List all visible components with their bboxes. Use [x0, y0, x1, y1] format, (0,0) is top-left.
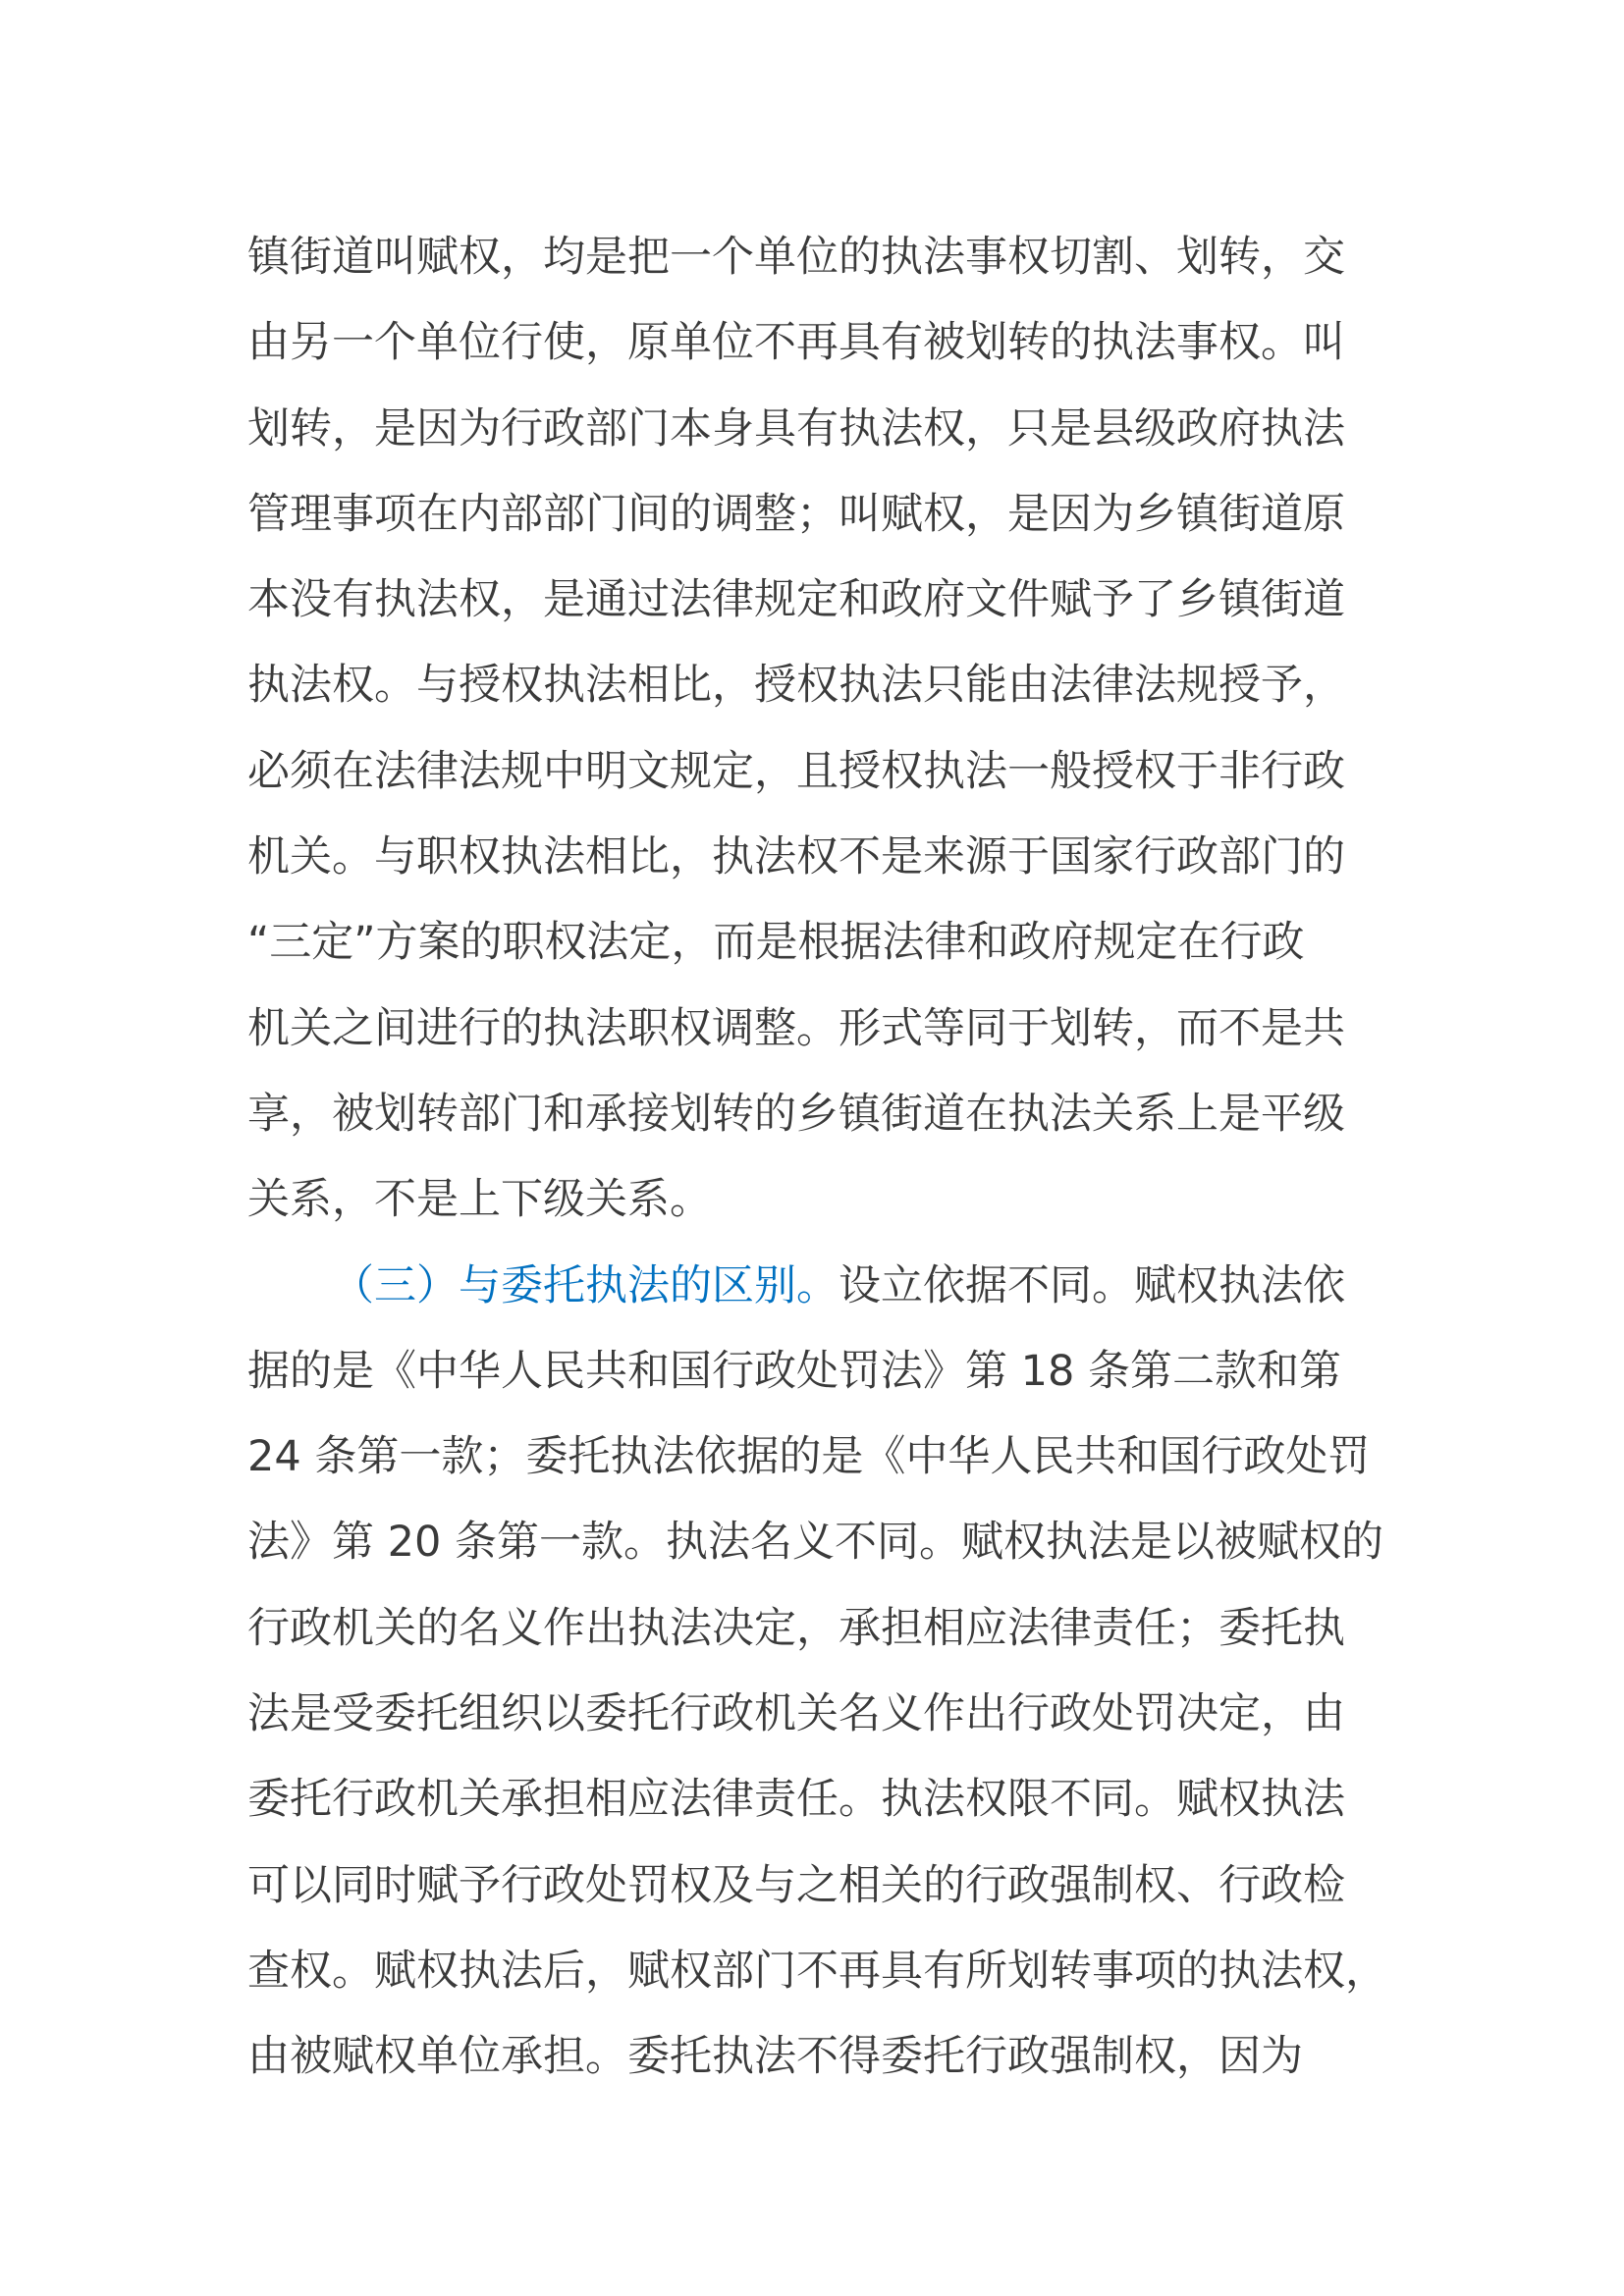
text-line: 享，被划转部门和承接划转的乡镇街道在执法关系上是平级	[247, 1089, 1345, 1139]
text-line: 执法权。与授权执法相比，授权执法只能由法律法规授予，	[247, 661, 1345, 711]
paragraph-1	[247, 215, 1426, 1244]
text-line: 法是受委托组织以委托行政机关名义作出行政处罚决定，由	[247, 1689, 1345, 1739]
text-line: 由另一个单位行使，原单位不再具有被划转的执法事权。叫	[247, 318, 1345, 368]
text-line: 机关之间进行的执法职权调整。形式等同于划转，而不是共	[247, 1003, 1345, 1053]
text-line: 24 条第一款；委托执法依据的是《中华人民共和国行政处罚	[247, 1432, 1371, 1482]
text-line: 行政机关的名义作出执法决定，承担相应法律责任；委托执	[247, 1603, 1345, 1653]
text-line: 委托行政机关承担相应法律责任。执法权限不同。赋权执法	[247, 1775, 1345, 1825]
text-line: 由被赋权单位承担。委托执法不得委托行政强制权，因为	[247, 2032, 1303, 2082]
text-line: “三定”方案的职权法定，而是根据法律和政府规定在行政	[247, 918, 1305, 968]
text-line: 法》第 20 条第一款。执法名义不同。赋权执法是以被赋权的	[247, 1518, 1384, 1568]
text-line: 管理事项在内部部门间的调整；叫赋权，是因为乡镇街道原	[247, 489, 1345, 539]
document-page	[247, 215, 1426, 2101]
text-line: 必须在法律法规中明文规定，且授权执法一般授权于非行政	[247, 746, 1345, 796]
text-line: 据的是《中华人民共和国行政处罚法》第 18 条第二款和第	[247, 1346, 1342, 1396]
text-line	[247, 1244, 1426, 1329]
text-line: 本没有执法权，是通过法律规定和政府文件赋予了乡镇街道	[247, 575, 1345, 625]
paragraph-2	[247, 1244, 1426, 2101]
text-line: 机关。与职权执法相比，执法权不是来源于国家行政部门的	[247, 832, 1345, 882]
text-span: 设立依据不同。赋权执法依	[839, 1260, 1345, 1310]
text-line: 镇街道叫赋权，均是把一个单位的执法事权切割、划转，交	[247, 233, 1345, 282]
text-line: 关系，不是上下级关系。	[247, 1175, 712, 1225]
section-heading: （三）与委托执法的区别。	[332, 1260, 839, 1310]
text-line: 划转，是因为行政部门本身具有执法权，只是县级政府执法	[247, 403, 1345, 454]
text-line: 可以同时赋予行政处罚权及与之相关的行政强制权、行政检	[247, 1860, 1345, 1910]
text-line: 查权。赋权执法后，赋权部门不再具有所划转事项的执法权，	[247, 1946, 1387, 1996]
